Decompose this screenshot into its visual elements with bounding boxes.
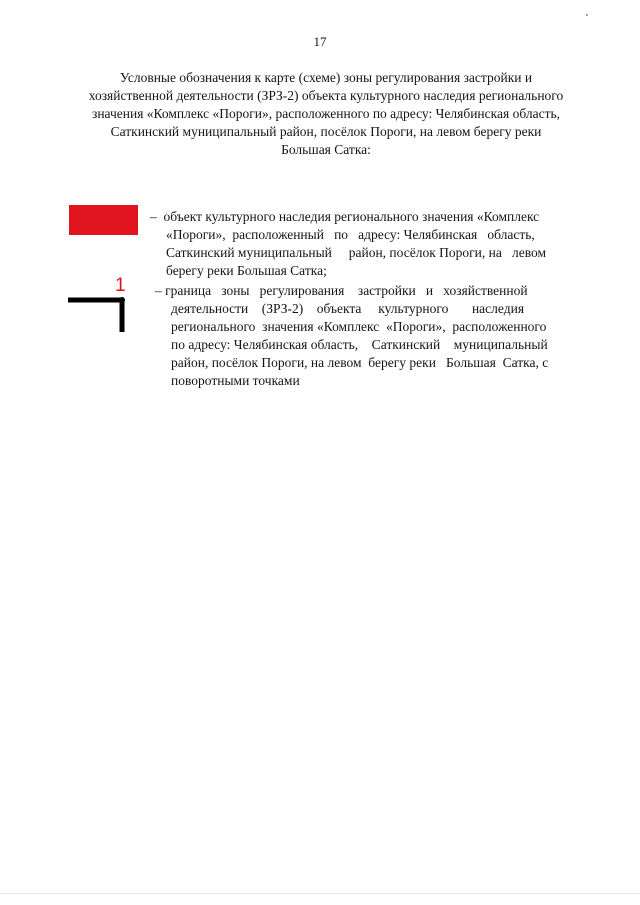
legend-item-boundary (155, 282, 595, 390)
heading-line: Саткинский муниципальный район, посёлок Пороги, на левом берегу реки (110, 124, 542, 139)
scan-speck (586, 14, 588, 16)
legend-line: Саткинский муниципальный район, посёлок Пороги, на левом (166, 245, 547, 260)
legend-line: регионального значения «Комплекс «Пороги», расположенного (171, 319, 547, 334)
heading-line: Условные обозначения к карте (схеме) зоны регулирования застройки и (119, 70, 533, 85)
heritage-object-swatch (69, 205, 138, 235)
page-number: 17 (313, 34, 327, 49)
legend-heading (56, 69, 596, 159)
legend-line: – объект культурного наследия регионального значения «Комплекс (150, 209, 540, 224)
heading-line: Большая Сатка: (281, 142, 371, 157)
scan-bottom-edge (0, 893, 640, 894)
legend-line: – граница зоны регулирования застройки и хозяйственной (155, 283, 528, 298)
boundary-line-symbol (68, 274, 140, 338)
legend-line: район, посёлок Пороги, на левом берегу реки Большая Сатка, с (171, 355, 549, 370)
legend-item-heritage-object (150, 208, 596, 280)
legend-line: поворотными точками (171, 373, 300, 388)
heading-line: значения «Комплекс «Пороги», расположенного по адресу: Челябинская область, (91, 106, 561, 121)
turning-point-marker (119, 297, 125, 303)
turning-point-label: 1 (115, 275, 126, 296)
legend-line: берегу реки Большая Сатка; (166, 263, 327, 278)
heading-line: хозяйственной деятельности (ЗРЗ-2) объекта культурного наследия регионального (88, 88, 564, 103)
legend-line: «Пороги», расположенный по адресу: Челябинская область, (166, 227, 535, 242)
legend-line: по адресу: Челябинская область, Саткинский муниципальный (171, 337, 548, 352)
legend-line: деятельности (ЗРЗ-2) объекта культурного наследия (171, 301, 525, 316)
